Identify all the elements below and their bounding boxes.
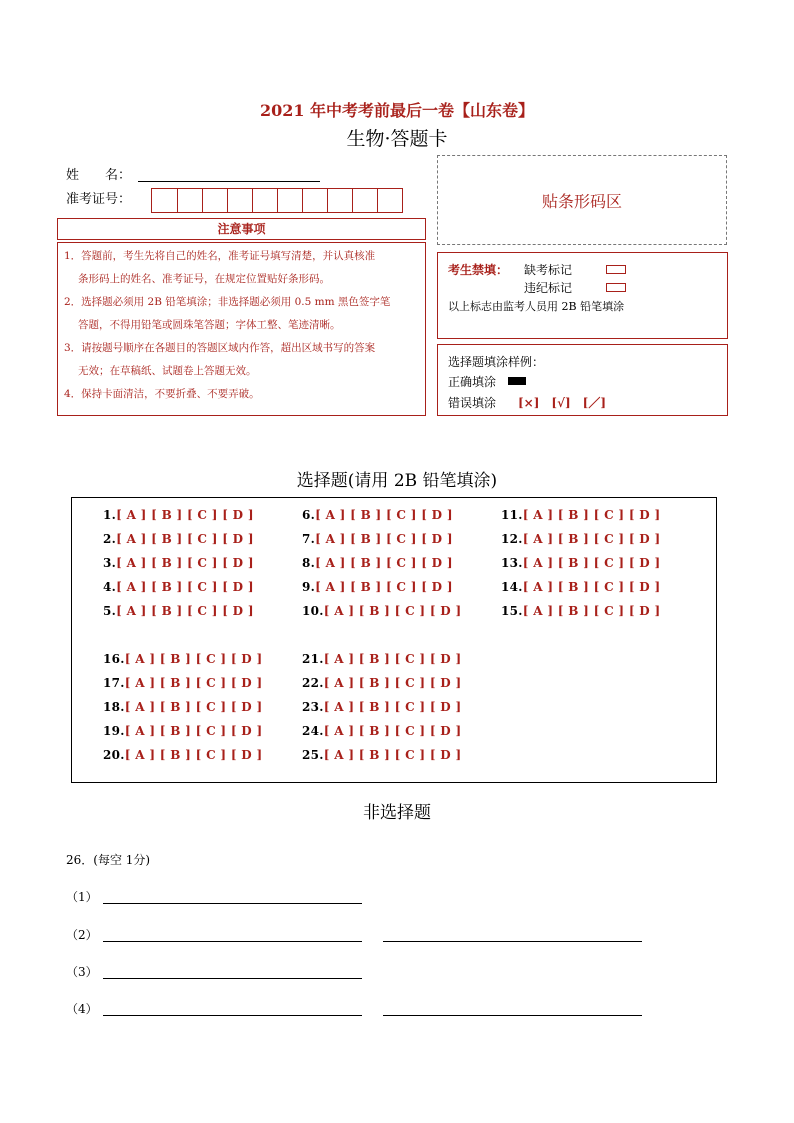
- answer-line[interactable]: [103, 977, 362, 979]
- missing-mark[interactable]: [606, 265, 626, 274]
- question-number: 4.: [103, 580, 117, 594]
- mc-section-title: 选择题(请用 2B 铅笔填涂): [296, 471, 498, 491]
- question-number: 17.: [103, 676, 125, 690]
- exam-no-box[interactable]: [202, 189, 227, 212]
- question-row[interactable]: [501, 508, 660, 522]
- question-row[interactable]: [501, 604, 660, 618]
- question-number: 11.: [501, 508, 523, 522]
- blank-label: （4）: [66, 1002, 98, 1016]
- exam-no-box[interactable]: [377, 189, 402, 212]
- question-number: 21.: [302, 652, 324, 666]
- violation-mark[interactable]: [606, 283, 626, 292]
- question-number: 8.: [302, 556, 316, 570]
- fill-example-box: [437, 344, 728, 416]
- notice-line: 无效；在草稿纸、试题卷上答题无效。: [78, 365, 257, 377]
- non-choice-section-title: 非选择题: [363, 803, 431, 823]
- blank-label: （2）: [66, 928, 98, 942]
- question-row[interactable]: [103, 748, 262, 762]
- question-row[interactable]: [103, 724, 262, 738]
- blank-label: （3）: [66, 965, 98, 979]
- wrong-fill-label: 错误填涂: [448, 396, 497, 410]
- question-options[interactable]: [ A ] [ B ] [ C ] [ D ]: [323, 652, 462, 666]
- exam-no-box[interactable]: [227, 189, 252, 212]
- wrong-fill-marks: [×] [√] [／]: [518, 396, 607, 410]
- question-options[interactable]: [ A ] [ B ] [ C ] [ D ]: [124, 748, 263, 762]
- correct-fill-label: 正确填涂: [448, 375, 497, 389]
- notice-line: 答题，不得用铅笔或圆珠笔答题；字体工整、笔迹清晰。: [78, 319, 341, 331]
- exam-no-box[interactable]: [352, 189, 377, 212]
- question-number: 23.: [302, 700, 324, 714]
- question-row[interactable]: [302, 748, 461, 762]
- question-row[interactable]: [501, 532, 660, 546]
- question-26-label: 26．(每空 1分): [66, 853, 151, 867]
- question-options[interactable]: [ A ] [ B ] [ C ] [ D ]: [315, 532, 453, 546]
- question-row[interactable]: [302, 676, 461, 690]
- question-row[interactable]: [302, 700, 461, 714]
- question-options[interactable]: [ A ] [ B ] [ C ] [ D ]: [116, 556, 254, 570]
- question-row[interactable]: [103, 556, 254, 570]
- question-number: 25.: [302, 748, 324, 762]
- question-row[interactable]: [103, 652, 262, 666]
- question-row[interactable]: [103, 604, 254, 618]
- question-number: 1.: [103, 508, 117, 522]
- question-row[interactable]: [302, 508, 453, 522]
- fill-example-title: 选择题填涂样例：: [448, 355, 545, 369]
- question-row[interactable]: [103, 532, 254, 546]
- question-options[interactable]: [ A ] [ B ] [ C ] [ D ]: [323, 676, 462, 690]
- question-number: 3.: [103, 556, 117, 570]
- notice-line: 条形码上的姓名、准考证号，在规定位置贴好条形码。: [78, 273, 330, 285]
- page-subtitle: 生物·答题卡: [346, 128, 448, 150]
- blank-label: （1）: [66, 890, 98, 904]
- question-row[interactable]: [501, 580, 660, 594]
- exam-no-box[interactable]: [177, 189, 202, 212]
- answer-line[interactable]: [103, 1014, 362, 1016]
- question-options[interactable]: [ A ] [ B ] [ C ] [ D ]: [522, 580, 661, 594]
- question-number: 13.: [501, 556, 523, 570]
- filled-mark-icon: [508, 377, 526, 385]
- page-title: 2021 年中考考前最后一卷【山东卷】: [259, 101, 535, 120]
- question-options[interactable]: [ A ] [ B ] [ C ] [ D ]: [124, 724, 263, 738]
- question-row[interactable]: [103, 676, 262, 690]
- question-row[interactable]: [302, 604, 461, 618]
- name-field[interactable]: [138, 180, 320, 182]
- question-options[interactable]: [ A ] [ B ] [ C ] [ D ]: [315, 580, 453, 594]
- answer-line[interactable]: [383, 940, 642, 942]
- exam-no-box[interactable]: [302, 189, 327, 212]
- question-row[interactable]: [501, 556, 660, 570]
- question-number: 10.: [302, 604, 324, 618]
- notice-body: [57, 242, 426, 416]
- question-number: 18.: [103, 700, 125, 714]
- missing-label: 缺考标记: [524, 263, 573, 277]
- question-number: 16.: [103, 652, 125, 666]
- question-row[interactable]: [103, 580, 254, 594]
- question-number: 7.: [302, 532, 316, 546]
- question-number: 2.: [103, 532, 117, 546]
- question-row[interactable]: [302, 724, 461, 738]
- notice-heading: 注意事项: [57, 218, 426, 240]
- question-number: 6.: [302, 508, 316, 522]
- question-row[interactable]: [302, 532, 453, 546]
- barcode-label: 贴条形码区: [541, 191, 622, 211]
- answer-line[interactable]: [383, 1014, 642, 1016]
- question-options[interactable]: [ A ] [ B ] [ C ] [ D ]: [522, 508, 661, 522]
- ban-label: 考生禁填：: [448, 263, 509, 277]
- question-row[interactable]: [302, 580, 453, 594]
- question-row[interactable]: [302, 652, 461, 666]
- question-options[interactable]: [ A ] [ B ] [ C ] [ D ]: [116, 532, 254, 546]
- question-options[interactable]: [ A ] [ B ] [ C ] [ D ]: [315, 556, 453, 570]
- question-options[interactable]: [ A ] [ B ] [ C ] [ D ]: [323, 724, 462, 738]
- exam-no-box[interactable]: [327, 189, 352, 212]
- question-number: 19.: [103, 724, 125, 738]
- notice-line: 3．请按题号顺序在各题目的答题区域内作答，超出区域书写的答案: [64, 342, 376, 354]
- question-number: 15.: [501, 604, 523, 618]
- question-options[interactable]: [ A ] [ B ] [ C ] [ D ]: [522, 556, 661, 570]
- question-row[interactable]: [302, 556, 453, 570]
- mc-answer-area: [71, 497, 717, 783]
- answer-line[interactable]: [103, 902, 362, 904]
- question-number: 12.: [501, 532, 523, 546]
- question-options[interactable]: [ A ] [ B ] [ C ] [ D ]: [124, 700, 263, 714]
- question-options[interactable]: [ A ] [ B ] [ C ] [ D ]: [522, 532, 661, 546]
- question-number: 9.: [302, 580, 316, 594]
- exam-no-box[interactable]: [252, 189, 277, 212]
- question-options[interactable]: [ A ] [ B ] [ C ] [ D ]: [116, 508, 254, 522]
- notice-line: 4．保持卡面清洁，不要折叠、不要弄破。: [64, 388, 260, 400]
- exam-no-label: 准考证号：: [66, 192, 132, 207]
- ban-note: 以上标志由监考人员用 2B 铅笔填涂: [448, 300, 625, 313]
- question-number: 14.: [501, 580, 523, 594]
- question-row[interactable]: [103, 508, 254, 522]
- question-options[interactable]: [ A ] [ B ] [ C ] [ D ]: [116, 580, 254, 594]
- answer-line[interactable]: [103, 940, 362, 942]
- violation-label: 违纪标记: [524, 281, 573, 295]
- question-options[interactable]: [ A ] [ B ] [ C ] [ D ]: [116, 604, 254, 618]
- question-number: 24.: [302, 724, 324, 738]
- question-options[interactable]: [ A ] [ B ] [ C ] [ D ]: [323, 700, 462, 714]
- question-options[interactable]: [ A ] [ B ] [ C ] [ D ]: [323, 604, 462, 618]
- question-options[interactable]: [ A ] [ B ] [ C ] [ D ]: [124, 676, 263, 690]
- barcode-area: [437, 155, 727, 245]
- question-options[interactable]: [ A ] [ B ] [ C ] [ D ]: [323, 748, 462, 762]
- notice-line: 2．选择题必须用 2B 铅笔填涂；非选择题必须用 0.5 mm 黑色签字笔: [64, 296, 391, 308]
- question-number: 5.: [103, 604, 117, 618]
- question-number: 20.: [103, 748, 125, 762]
- question-options[interactable]: [ A ] [ B ] [ C ] [ D ]: [315, 508, 453, 522]
- exam-no-box[interactable]: [152, 189, 177, 212]
- exam-no-field[interactable]: [151, 188, 403, 213]
- name-label: 姓 名：: [66, 168, 132, 183]
- question-options[interactable]: [ A ] [ B ] [ C ] [ D ]: [522, 604, 661, 618]
- exam-no-box[interactable]: [277, 189, 302, 212]
- ban-box: [437, 252, 728, 339]
- question-number: 22.: [302, 676, 324, 690]
- question-options[interactable]: [ A ] [ B ] [ C ] [ D ]: [124, 652, 263, 666]
- notice-line: 1．答题前，考生先将自己的姓名，准考证号填写清楚，并认真核准: [64, 250, 376, 262]
- question-row[interactable]: [103, 700, 262, 714]
